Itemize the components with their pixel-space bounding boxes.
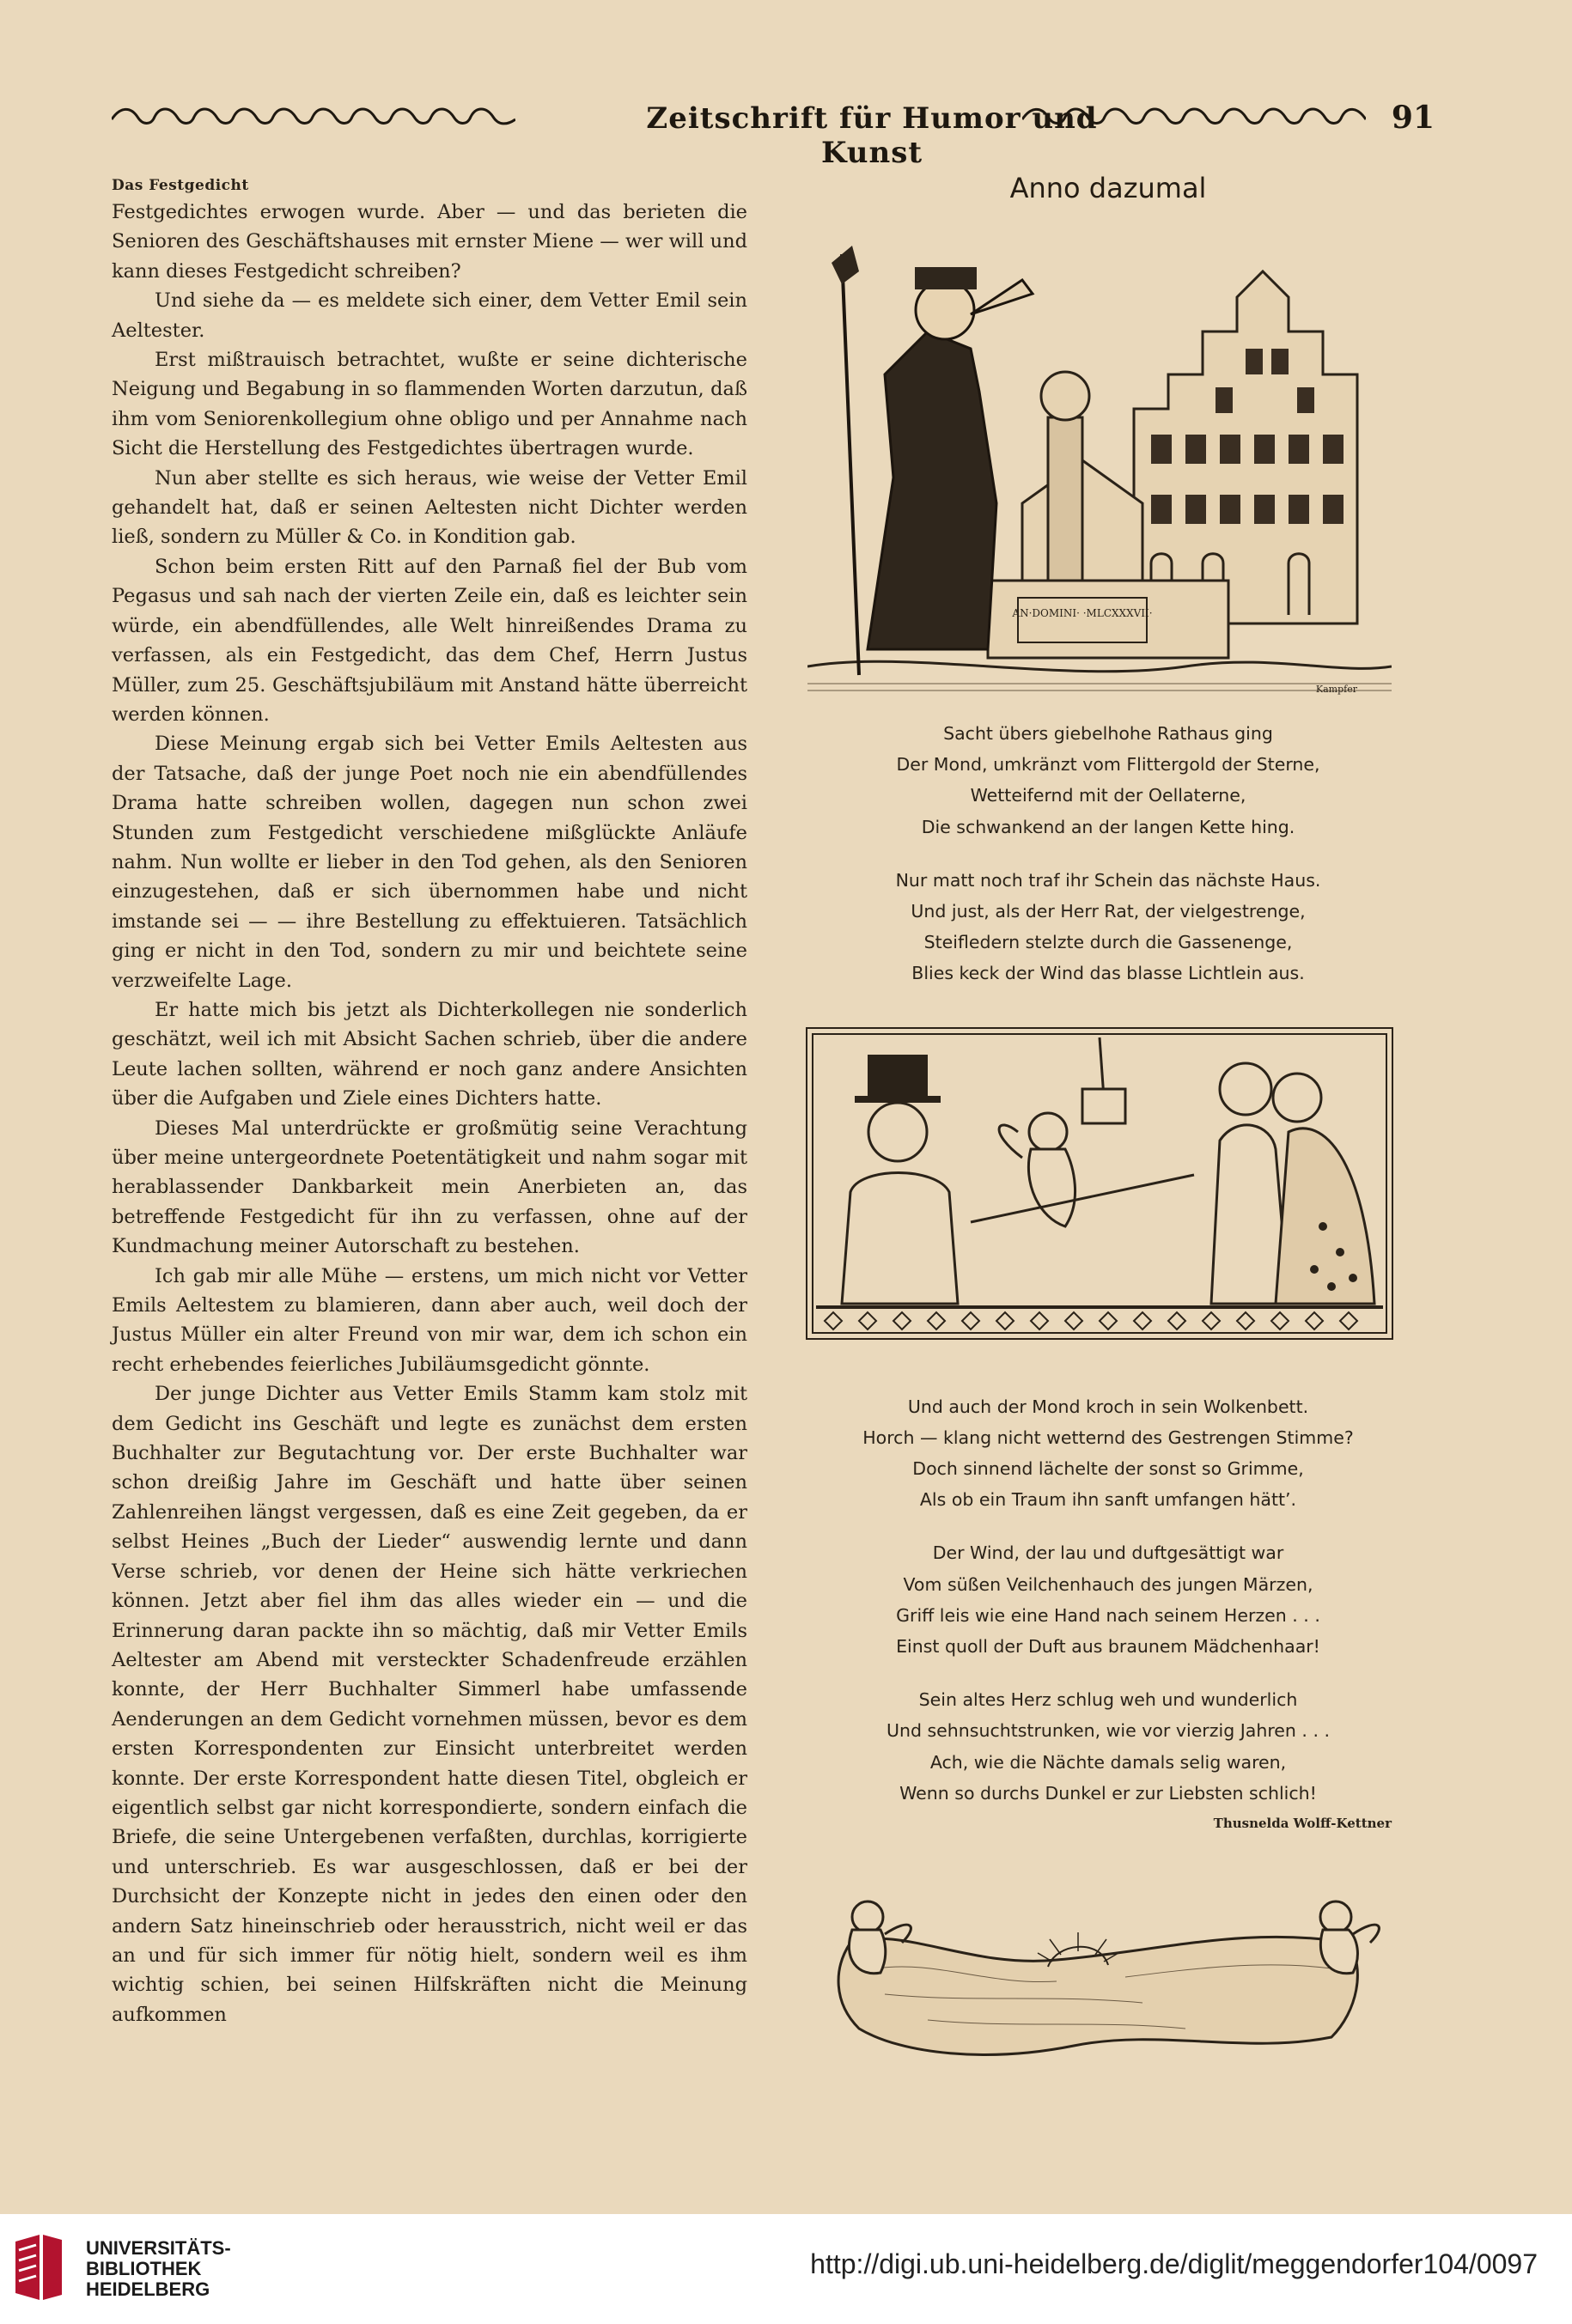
poem-line: Doch sinnend lächelte der sonst so Grimme,	[912, 1458, 1304, 1480]
poem-line: Sacht übers giebelhohe Rathaus ging	[943, 723, 1273, 744]
poem-line: Und sehnsuchtstrunken, wie vor vierzig Jahren . . .	[886, 1720, 1331, 1742]
poem-column	[799, 172, 1417, 2089]
article-paragraph: Schon beim ersten Ritt auf den Parnaß fiel der Bub vom Pegasus und sah nach der vierten Zeile ein, daß es leichter sein würde, ein abendfüllendes, alle Welt hinreißendes Drama zu verfassen, als ein Festgedicht, das dem Chef, Herrn Justus Müller, zum 25. Geschäftsjubiläum mit Anstand hätte überreicht werden können.	[112, 555, 747, 726]
poem-line: Griff leis wie eine Hand nach seinem Herzen . . .	[896, 1604, 1320, 1626]
poem-title: Anno dazumal	[1009, 172, 1207, 204]
poem-stanza	[799, 865, 1417, 989]
poem-line: Sein altes Herz schlug weh und wunderlich	[918, 1689, 1298, 1711]
article-paragraph: Nun aber stellte es sich heraus, wie weise der Vetter Emil gehandelt hat, daß er seinen Aeltesten nicht Dichter werden ließ, sondern zu Müller & Co. in Kondition gab.	[112, 466, 747, 549]
article-paragraph: Ich gab mir alle Mühe — erstens, um mich nicht vor Vetter Emils Aeltestem zu blamieren, dann aber auch, weil doch der Justus Müller ein alter Freund von mir war, dem ich schon ein recht erhebendes feierliches Jubiläumsgedicht gönnte.	[112, 1264, 747, 1376]
poem-line: Horch — klang nicht wetternd des Gestrengen Stimme?	[862, 1427, 1354, 1448]
header-ornament-left	[112, 106, 515, 132]
section-label: Das Festgedicht	[112, 177, 249, 194]
article-paragraph: Der junge Dichter aus Vetter Emils Stamm kam stolz mit dem Gedicht ins Geschäft und legte es zunächst dem ersten Buchhalter zur Begutachtung vor. Der erste Buchhalter war schon dreißig Jahre im Geschäft und hatte über seinen Zahlenreihen längst vergessen, daß es eine Zeit gegeben, da er selbst Heines „Buch der Lieder“ auswendig lernte und dann Verse schrieb, vor denen der Heine sich hätte verkriechen können. Jetzt aber fiel ihm das alles wieder ein — und die Erinnerung daran packte ihn so mächtig, daß mir Vetter Emils Aeltester am Abend mit versteckter Schadenfreude erzählen konnte, der Herr Buchhalter Simmerl habe umfassende Aenderungen an dem Gedicht vornehmen müssen, bevor es dem ersten Korrespondenten zur Einsicht unterbreitet werden konnte. Der erste Korrespondent hatte diesen Titel, obgleich er eigentlich selbst gar nicht korrespondierte, sondern einfach die Briefe, die seine Untergebenen verfaßten, durchlas, korrigierte und unterschrieb. Es war ausgeschlossen, daß er bei der Durchsicht der Konzepte nicht in jedes den einen oder den andern Satz hineinschrieb oder herausstrich, nicht weil er das an und für sich immer für nötig hielt, sondern weil es ihm wichtig schien, bei seinen Hilfskräften nicht die Meinung aufkommen	[112, 1383, 747, 2026]
poem-stanza	[799, 1537, 1417, 1662]
page-number: 91	[1391, 100, 1435, 136]
poem-line: Ach, wie die Nächte damals selig waren,	[929, 1751, 1287, 1773]
article-paragraph: Dieses Mal unterdrückte er großmütig seine Verachtung über meine untergeordnete Poetentätigkeit und nahm sogar mit herablassender Dankbarkeit mein Anerbieten an, das betreffende Festgedicht für ihn zu verfassen, ohne auf der Kundmachung meiner Autorschaft zu bestehen.	[112, 1116, 747, 1258]
article-paragraph: Festgedichtes erwogen wurde. Aber — und das berieten die Senioren des Geschäftshauses mit ernster Miene — wer will und kann dieses Festgedicht schreiben?	[112, 201, 747, 283]
article-paragraph: Und siehe da — es meldete sich einer, dem Vetter Emil sein Aeltester.	[112, 289, 747, 342]
illustration-town-scene	[807, 220, 1392, 701]
poem-line: Der Wind, der lau und duftgesättigt war	[932, 1542, 1284, 1564]
poem-author: Thusnelda Wolff-Kettner	[1213, 1816, 1392, 1832]
digitization-footer	[0, 2214, 1572, 2324]
poem-stanzas-bottom	[799, 1391, 1417, 1831]
poem-line: Steifledern stelzte durch die Gassenenge,	[923, 932, 1293, 953]
article-paragraph: Diese Meinung ergab sich bei Vetter Emils Aeltesten aus der Tatsache, daß der junge Poet noch nie ein abendfüllendes Drama hatte schreiben wollen, dagegen nun schon zwei Stunden zum Festgedicht verschiedene mißglückte Anläufe nahm. Nun wollte er lieber in den Tod gehen, als den Senioren einzugestehen, daß er sich übernommen habe und nicht imstande sei — — ihre Bestellung zu effektuieren. Tatsächlich ging er nicht in den Tod, sondern zu mir und beichtete seine verzweifelte Lage.	[112, 733, 747, 992]
poem-line: Als ob ein Traum ihn sanft umfangen hätt’.	[919, 1489, 1297, 1511]
poem-stanza	[799, 718, 1417, 843]
poem-stanza	[799, 1391, 1417, 1516]
poem-stanza	[799, 1684, 1417, 1809]
poem-line: Nur matt noch traf ihr Schein das nächste Haus.	[895, 869, 1321, 891]
poem-line: Einst quoll der Duft aus braunem Mädchenhaar!	[896, 1636, 1320, 1658]
university-logo-icon	[9, 2233, 69, 2302]
poem-line: Und auch der Mond kroch in sein Wolkenbett.	[907, 1396, 1309, 1417]
inscription-text: AN·DOMINI· ·MLCXXXVII·	[1012, 607, 1153, 619]
source-url-link[interactable]: http://digi.ub.uni-heidelberg.de/diglit/meggendorfer104/0097	[810, 2248, 1538, 2279]
illustration-signature: Kampfer	[1315, 684, 1357, 695]
university-name: UNIVERSITÄTS- BIBLIOTHEK HEIDELBERG	[86, 2237, 231, 2300]
article-column	[112, 177, 747, 2029]
poem-line: Wetteifernd mit der Oellaterne,	[970, 785, 1246, 806]
article-paragraph: Er hatte mich bis jetzt als Dichterkollegen nie sonderlich geschätzt, weil ich mit Absicht Sachen schrieb, über die andere Leute lachen sollten, während er noch ganz andere Ansichten über die Aufgaben und Ziele eines Dichters hatte.	[112, 998, 747, 1110]
page-header	[112, 96, 1435, 170]
poem-line: Vom süßen Veilchenhauch des jungen Märzen,	[903, 1573, 1313, 1595]
poem-line: Und just, als der Herr Rat, der vielgestrenge,	[911, 901, 1306, 922]
header-ornament-right	[1022, 106, 1366, 132]
magazine-title: Zeitschrift für Humor und Kunst	[646, 101, 1098, 170]
poem-line: Die schwankend an der langen Kette hing.	[921, 816, 1295, 837]
article-paragraph: Erst mißtrauisch betrachtet, wußte er seine dichterische Neigung und Begabung in so flammenden Worten darzutun, daß ihm vom Seniorenkollegium ohne obligo und per Annahme nach Sicht die Herstellung des Festgedichtes übertragen wurde.	[112, 349, 747, 460]
poem-line: Wenn so durchs Dunkel er zur Liebsten schlich!	[899, 1782, 1317, 1804]
illustration-cupids-cloud	[799, 1891, 1400, 2089]
poem-line: Blies keck der Wind das blasse Lichtlein aus.	[911, 963, 1305, 984]
illustration-cupid-couple	[806, 1027, 1393, 1340]
poem-stanzas-top	[799, 718, 1417, 989]
poem-line: Der Mond, umkränzt vom Flittergold der Sterne,	[896, 754, 1320, 776]
